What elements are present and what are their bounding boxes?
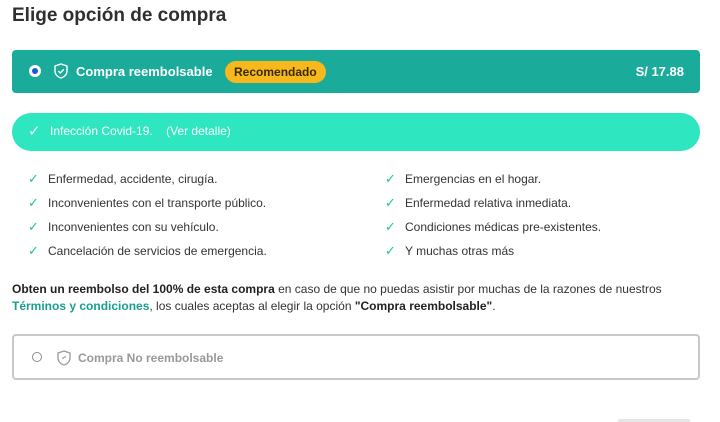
check-icon: ✓ (385, 218, 396, 234)
benefit-item: ✓ Inconvenientes con su vehículo. (28, 218, 219, 234)
nonrefundable-label: Compra No reembolsable (78, 351, 224, 365)
check-icon: ✓ (28, 170, 39, 186)
check-icon: ✓ (28, 123, 41, 140)
benefit-item: ✓ Inconvenientes con el transporte público. (28, 194, 267, 210)
check-icon: ✓ (385, 170, 396, 186)
see-detail-link[interactable]: (Ver detalle) (166, 124, 231, 138)
page-title: Elige opción de compra (12, 5, 227, 26)
check-icon: ✓ (28, 218, 39, 234)
shield-icon (57, 350, 71, 371)
covid-coverage-bar (12, 113, 700, 151)
benefit-item: ✓ Cancelación de servicios de emergencia. (28, 242, 267, 258)
refund-description: Obten un reembolso del 100% de esta compra en caso de que no puedas asistir por muchas de la razones de nuestros Términos y condiciones, los cuales aceptas al elegir la opción "Compra reembolsable". (12, 282, 662, 313)
nonrefundable-option[interactable] (12, 334, 700, 380)
refundable-option[interactable] (12, 50, 700, 93)
recommended-badge: Recomendado (225, 61, 326, 83)
benefit-item: ✓ Condiciones médicas pre-existentes. (385, 218, 602, 234)
check-icon: ✓ (385, 194, 396, 210)
benefit-item: ✓ Emergencias en el hogar. (385, 170, 542, 186)
shield-check-icon (54, 63, 68, 84)
benefits-list (28, 170, 688, 259)
check-icon: ✓ (28, 242, 39, 258)
check-icon: ✓ (385, 242, 396, 258)
refundable-radio[interactable] (29, 65, 41, 77)
terms-link[interactable]: Términos y condiciones (12, 299, 150, 313)
covid-label: Infección Covid-19. (50, 124, 153, 138)
benefit-item: ✓ Enfermedad relativa inmediata. (385, 194, 572, 210)
check-icon: ✓ (28, 194, 39, 210)
refundable-label: Compra reembolsable (76, 64, 213, 79)
refundable-price: S/ 17.88 (635, 64, 684, 79)
benefit-item: ✓ Y muchas otras más (385, 242, 515, 258)
benefit-item: ✓ Enfermedad, accidente, cirugía. (28, 170, 218, 186)
nonrefundable-radio[interactable] (32, 352, 42, 362)
